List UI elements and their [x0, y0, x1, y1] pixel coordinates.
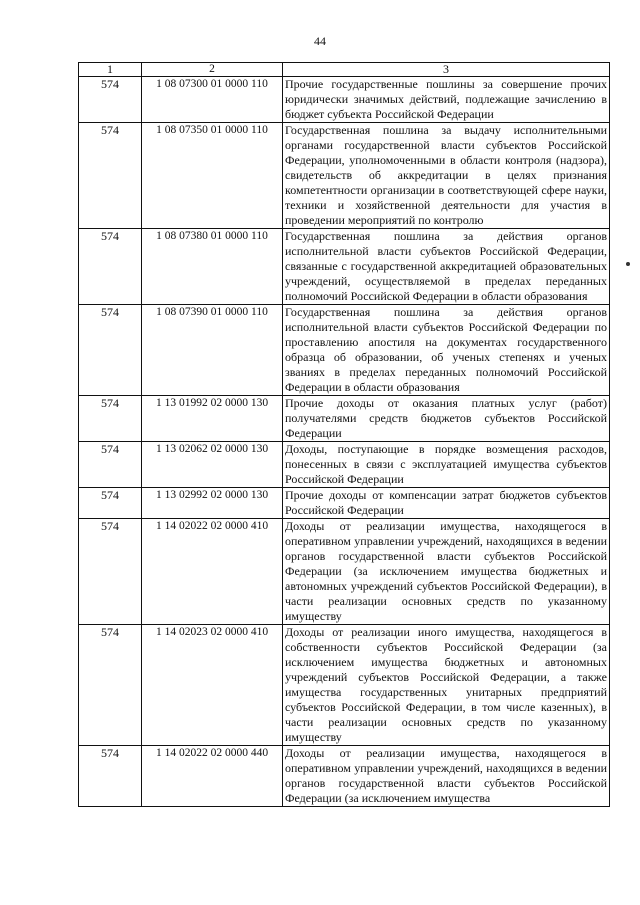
table-row — [79, 123, 610, 229]
revenue-name-cell: Доходы от реализации иного имущества, находящегося в собственности субъектов Российской Федерации (за исключением имущества бюджетных и автономных учреждений субъектов Российской Федерации, а также имущества государственных унитарных предприятий субъектов Российской Федерации, в том числе казенных), в части реализации основных средств по указанному имуществу — [283, 625, 610, 746]
table-row — [79, 488, 610, 519]
admin-code-cell: 574 — [79, 519, 142, 625]
admin-code-cell: 574 — [79, 229, 142, 305]
admin-code-cell: 574 — [79, 305, 142, 396]
budget-code-cell: 1 13 01992 02 0000 130 — [142, 396, 283, 442]
margin-dot-mark — [626, 262, 630, 266]
admin-code-cell: 574 — [79, 442, 142, 488]
column-header-code: 2 — [142, 63, 283, 77]
budget-code-cell: 1 08 07390 01 0000 110 — [142, 305, 283, 396]
column-header-admin: 1 — [79, 63, 142, 77]
column-header-name: 3 — [283, 63, 610, 77]
revenue-name-cell: Доходы от реализации имущества, находящегося в оперативном управлении учреждений, находящихся в ведении органов государственной власти субъектов Российской Федерации (за исключением имущества — [283, 746, 610, 807]
page-number: 44 — [314, 34, 326, 48]
table-row — [79, 625, 610, 746]
budget-code-cell: 1 08 07350 01 0000 110 — [142, 123, 283, 229]
budget-code-cell: 1 08 07380 01 0000 110 — [142, 229, 283, 305]
admin-code-cell: 574 — [79, 625, 142, 746]
table-row — [79, 442, 610, 488]
table-row — [79, 305, 610, 396]
revenue-codes-table — [78, 62, 610, 807]
budget-code-cell: 1 14 02022 02 0000 440 — [142, 746, 283, 807]
table-row — [79, 746, 610, 807]
table-row — [79, 396, 610, 442]
table-row — [79, 519, 610, 625]
admin-code-cell: 574 — [79, 746, 142, 807]
table-row — [79, 229, 610, 305]
budget-code-cell: 1 14 02023 02 0000 410 — [142, 625, 283, 746]
admin-code-cell: 574 — [79, 77, 142, 123]
revenue-name-cell: Доходы, поступающие в порядке возмещения расходов, понесенных в связи с эксплуатацией имущества субъектов Российской Федерации — [283, 442, 610, 488]
revenue-name-cell: Государственная пошлина за действия органов исполнительной власти субъектов Российской Федерации по проставлению апостиля на документах государственного образца об образовании, об ученых степенях и ученых званиях в пределах переданных полномочий Российской Федерации в области образования — [283, 305, 610, 396]
revenue-name-cell: Государственная пошлина за выдачу исполнительными органами государственной власти субъектов Российской Федерации, уполномоченными в области контроля (надзора), свидетельств об аккредитации в целях признания компетентности организации в соответствующей сфере науки, техники и хозяйственной деятельности для участия в проведении мероприятий по контролю — [283, 123, 610, 229]
admin-code-cell: 574 — [79, 123, 142, 229]
revenue-name-cell: Государственная пошлина за действия органов исполнительной власти субъектов Российской Федерации, связанные с государственной аккредитацией образовательных учреждений, осуществляемой в пределах переданных полномочий Российской Федерации в области образования — [283, 229, 610, 305]
admin-code-cell: 574 — [79, 396, 142, 442]
admin-code-cell: 574 — [79, 488, 142, 519]
revenue-name-cell: Доходы от реализации имущества, находящегося в оперативном управлении учреждений, находящихся в ведении органов государственной власти субъектов Российской Федерации (за исключением имущества бюджетных и автономных учреждений субъектов Российской Федерации), в части реализации основных средств по указанному имуществу — [283, 519, 610, 625]
revenue-name-cell: Прочие доходы от оказания платных услуг (работ) получателями средств бюджетов субъектов Российской Федерации — [283, 396, 610, 442]
budget-code-cell: 1 13 02992 02 0000 130 — [142, 488, 283, 519]
budget-code-cell: 1 14 02022 02 0000 410 — [142, 519, 283, 625]
table-header-row — [79, 63, 610, 77]
budget-code-cell: 1 08 07300 01 0000 110 — [142, 77, 283, 123]
budget-code-cell: 1 13 02062 02 0000 130 — [142, 442, 283, 488]
revenue-name-cell: Прочие государственные пошлины за совершение прочих юридически значимых действий, подлежащие зачислению в бюджет субъекта Российской Федерации — [283, 77, 610, 123]
revenue-name-cell: Прочие доходы от компенсации затрат бюджетов субъектов Российской Федерации — [283, 488, 610, 519]
table-row — [79, 77, 610, 123]
